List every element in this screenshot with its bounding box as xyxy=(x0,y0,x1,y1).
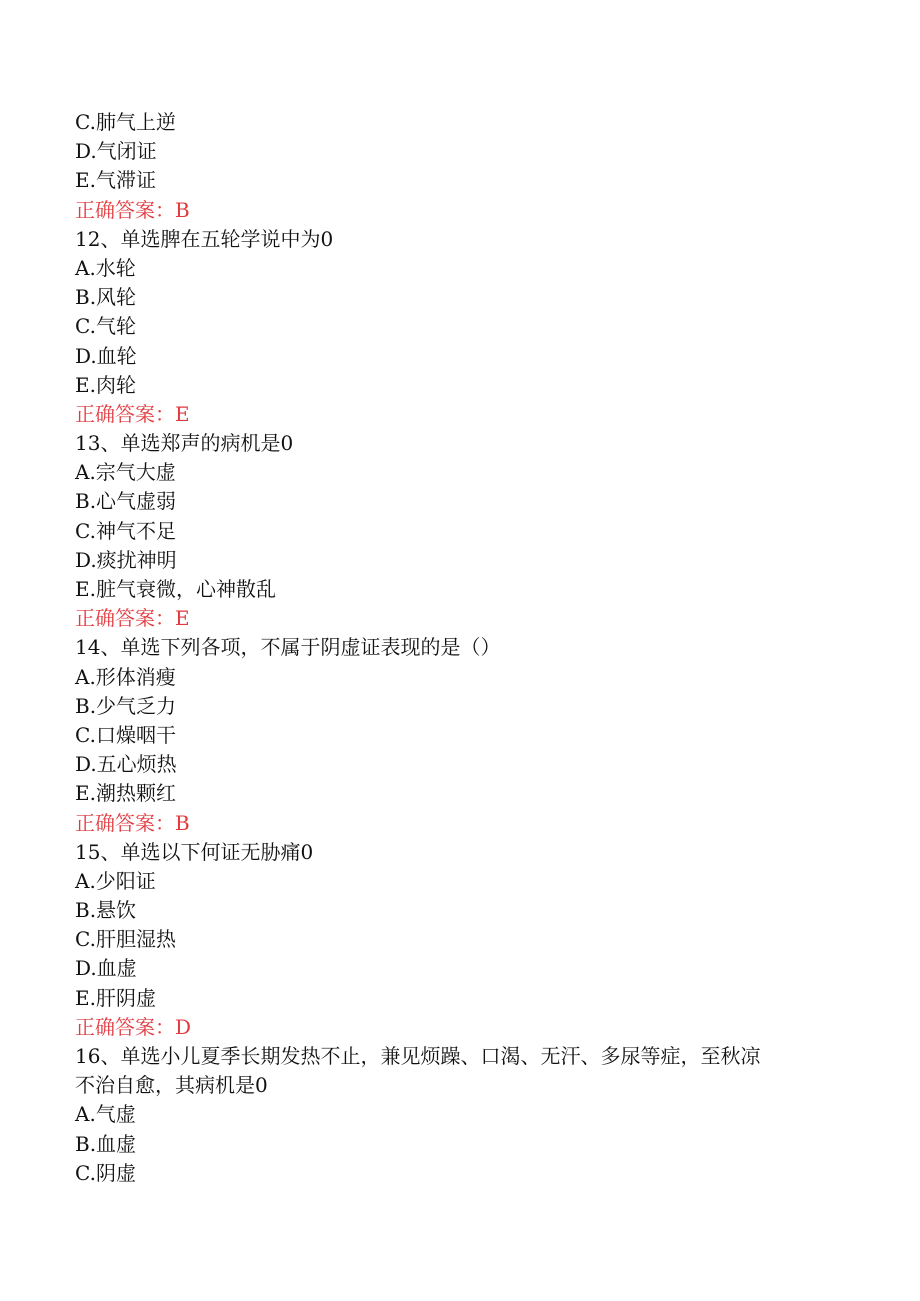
option-c: C.肝胆湿热 xyxy=(75,927,176,952)
option-a: A.水轮 xyxy=(75,255,136,280)
option-b: B.少气乏力 xyxy=(75,693,177,718)
option-c: C.神气不足 xyxy=(75,518,176,543)
question-stem: 12、单选脾在五轮学说中为0 xyxy=(75,226,334,251)
correct-answer: 正确答案：E xyxy=(75,606,190,631)
option-e: E.肉轮 xyxy=(75,372,136,397)
option-a: A.宗气大虚 xyxy=(75,460,176,485)
document-page xyxy=(75,108,855,1188)
question-stem: 14、单选下列各项，不属于阴虚证表现的是（） xyxy=(75,635,501,660)
option-c: C.口燥咽干 xyxy=(75,722,176,747)
option-d: D.五心烦热 xyxy=(75,752,177,777)
question-stem-continued: 不治自愈，其病机是0 xyxy=(75,1073,268,1098)
option-c: C.肺气上逆 xyxy=(75,110,176,134)
option-d: D.痰扰神明 xyxy=(75,547,177,572)
correct-answer: 正确答案：B xyxy=(75,810,190,835)
option-b: B.心气虚弱 xyxy=(75,489,177,514)
option-d: D.血虚 xyxy=(75,956,137,981)
question-stem: 16、单选小儿夏季长期发热不止，兼见烦躁、口渴、无汗、多尿等症，至秋凉 xyxy=(75,1044,761,1068)
option-a: A.形体消瘦 xyxy=(75,664,176,689)
correct-answer: 正确答案：B xyxy=(75,197,190,222)
option-a: A.少阳证 xyxy=(75,868,156,893)
option-d: D.气闭证 xyxy=(75,139,157,164)
correct-answer: 正确答案：E xyxy=(75,401,190,426)
option-b: B.悬饮 xyxy=(75,898,137,923)
option-c: C.阴虚 xyxy=(75,1160,136,1185)
option-c: C.气轮 xyxy=(75,314,136,339)
option-e: E.气滞证 xyxy=(75,168,156,193)
option-b: B.风轮 xyxy=(75,285,137,310)
correct-answer: 正确答案：D xyxy=(75,1014,192,1039)
option-e: E.肝阴虚 xyxy=(75,985,156,1010)
option-e: E.脏气衰微，心神散乱 xyxy=(75,577,276,601)
option-a: A.气虚 xyxy=(75,1102,136,1127)
option-e: E.潮热颗红 xyxy=(75,781,176,806)
question-stem: 13、单选郑声的病机是0 xyxy=(75,431,294,456)
option-d: D.血轮 xyxy=(75,343,137,368)
question-stem: 15、单选以下何证无胁痛0 xyxy=(75,839,314,864)
option-b: B.血虚 xyxy=(75,1131,137,1156)
